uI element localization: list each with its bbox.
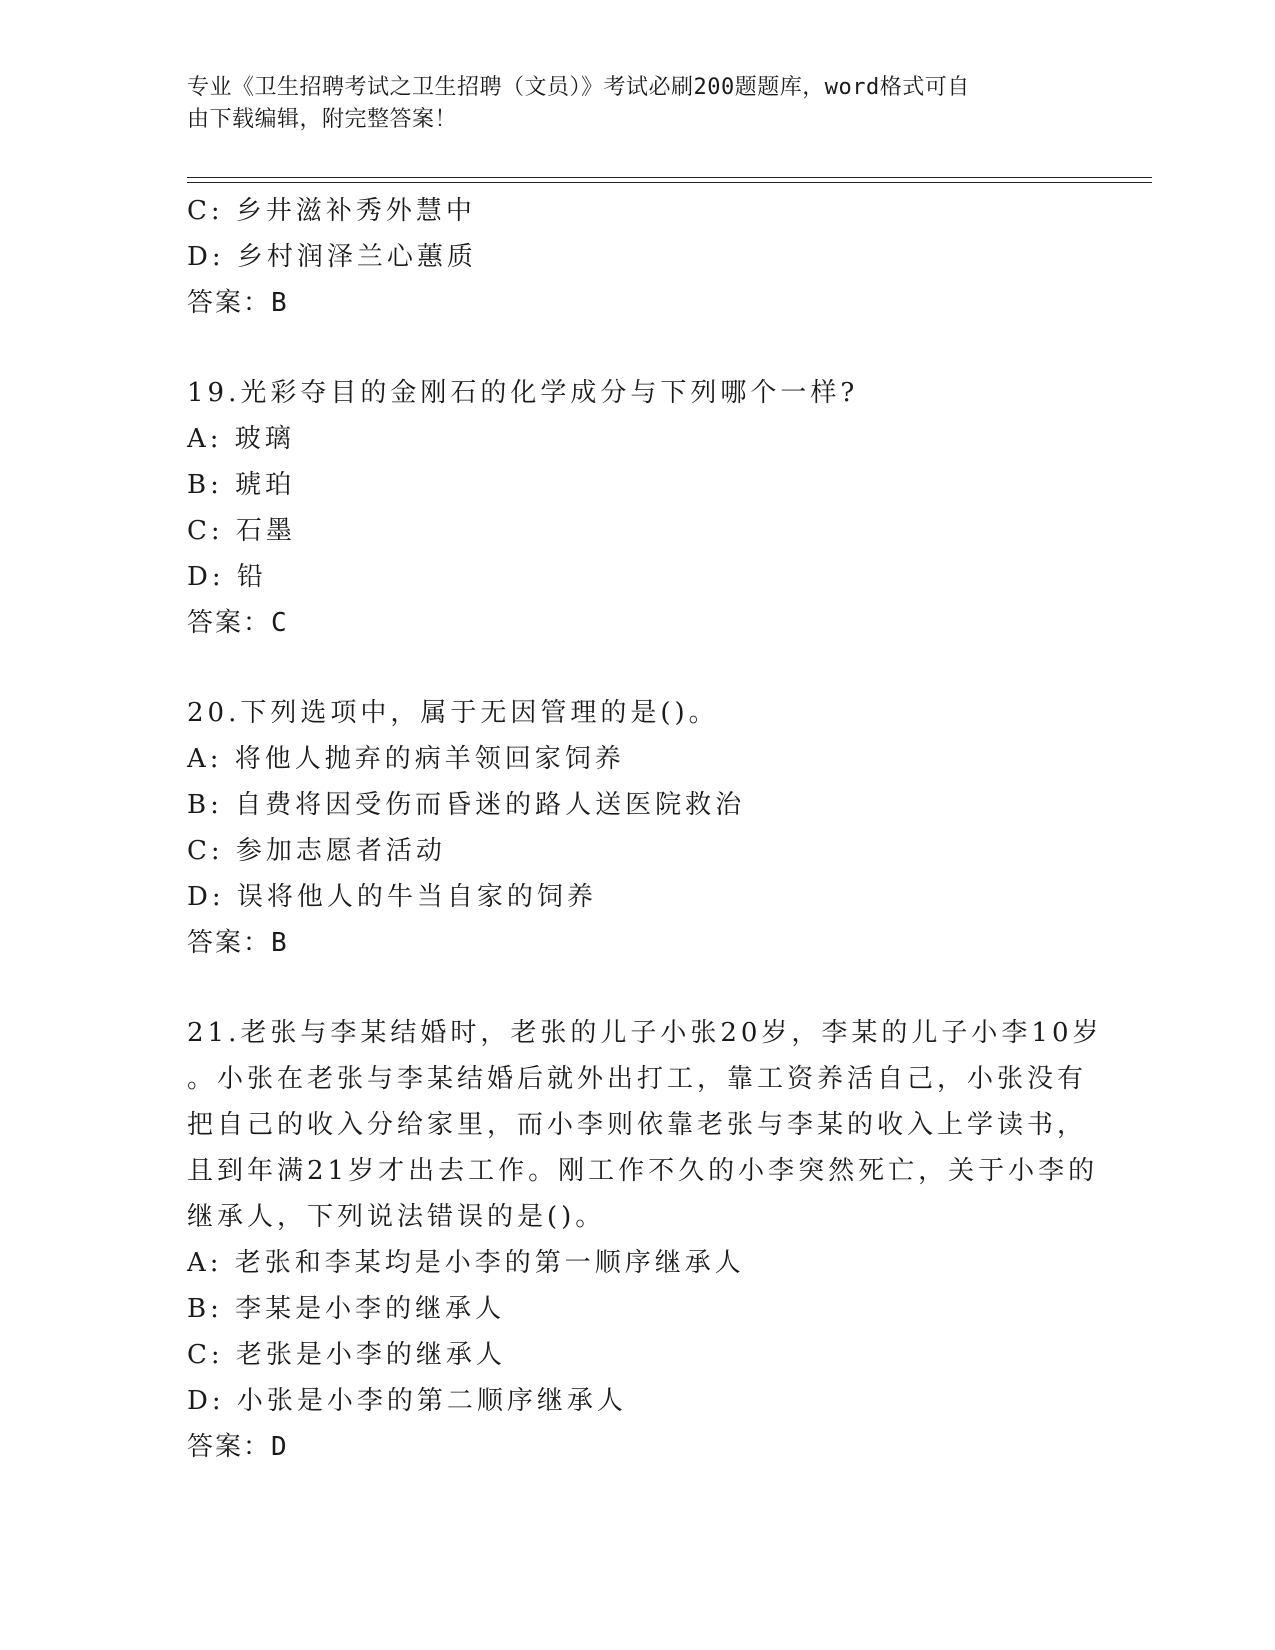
header-line-1: 专业《卫生招聘考试之卫生招聘（文员）》考试必刷200题题库，word格式可自 bbox=[187, 75, 970, 100]
option-b: B: 李某是小李的继承人 bbox=[187, 1294, 506, 1324]
answer-line: 答案：B bbox=[187, 288, 289, 318]
question-list bbox=[187, 188, 1103, 1470]
answer-line: 答案：B bbox=[187, 928, 289, 958]
header-divider-bottom bbox=[187, 182, 1152, 183]
question-text: 20.下列选项中，属于无因管理的是()。 bbox=[187, 698, 719, 728]
answer-line: 答案：C bbox=[187, 608, 289, 638]
option-b: B: 自费将因受伤而昏迷的路人送医院救治 bbox=[187, 790, 746, 820]
option-c: C: 老张是小李的继承人 bbox=[187, 1340, 506, 1370]
question-text-line: 继承人，下列说法错误的是()。 bbox=[187, 1202, 606, 1232]
header-divider-top bbox=[187, 177, 1152, 178]
option-d: D: 误将他人的牛当自家的饲养 bbox=[187, 882, 597, 912]
spacer bbox=[187, 646, 1087, 690]
question-block-21 bbox=[187, 1010, 1103, 1470]
answer-line: 答案：D bbox=[187, 1432, 289, 1462]
option-a: A: 玻璃 bbox=[187, 424, 295, 454]
option-a: A: 老张和李某均是小李的第一顺序继承人 bbox=[187, 1248, 745, 1278]
document-header bbox=[187, 72, 1067, 136]
option-b: B: 琥珀 bbox=[187, 470, 296, 500]
question-block-previous bbox=[187, 188, 1087, 326]
spacer bbox=[187, 326, 1087, 370]
question-text-line: 。小张在老张与李某结婚后就外出打工，靠工资养活自己，小张没有 bbox=[187, 1064, 1088, 1094]
spacer bbox=[187, 966, 1087, 1010]
option-d: D: 乡村润泽兰心蕙质 bbox=[187, 242, 477, 272]
option-d: D: 铅 bbox=[187, 562, 267, 592]
option-c: C: 参加志愿者活动 bbox=[187, 836, 446, 866]
option-d: D: 小张是小李的第二顺序继承人 bbox=[187, 1386, 627, 1416]
question-text-line: 21.老张与李某结婚时，老张的儿子小张20岁，李某的儿子小李10岁 bbox=[187, 1018, 1103, 1048]
question-text-line: 且到年满21岁才出去工作。刚工作不久的小李突然死亡，关于小李的 bbox=[187, 1156, 1099, 1186]
question-text-line: 把自己的收入分给家里，而小李则依靠老张与李某的收入上学读书， bbox=[187, 1110, 1088, 1140]
option-c: C: 石墨 bbox=[187, 516, 296, 546]
option-c: C: 乡井滋补秀外慧中 bbox=[187, 196, 476, 226]
question-text: 19.光彩夺目的金刚石的化学成分与下列哪个一样? bbox=[187, 378, 859, 408]
question-block-20 bbox=[187, 690, 1087, 966]
question-block-19 bbox=[187, 370, 1087, 646]
header-line-2: 由下载编辑，附完整答案！ bbox=[187, 107, 458, 132]
option-a: A: 将他人抛弃的病羊领回家饲养 bbox=[187, 744, 625, 774]
